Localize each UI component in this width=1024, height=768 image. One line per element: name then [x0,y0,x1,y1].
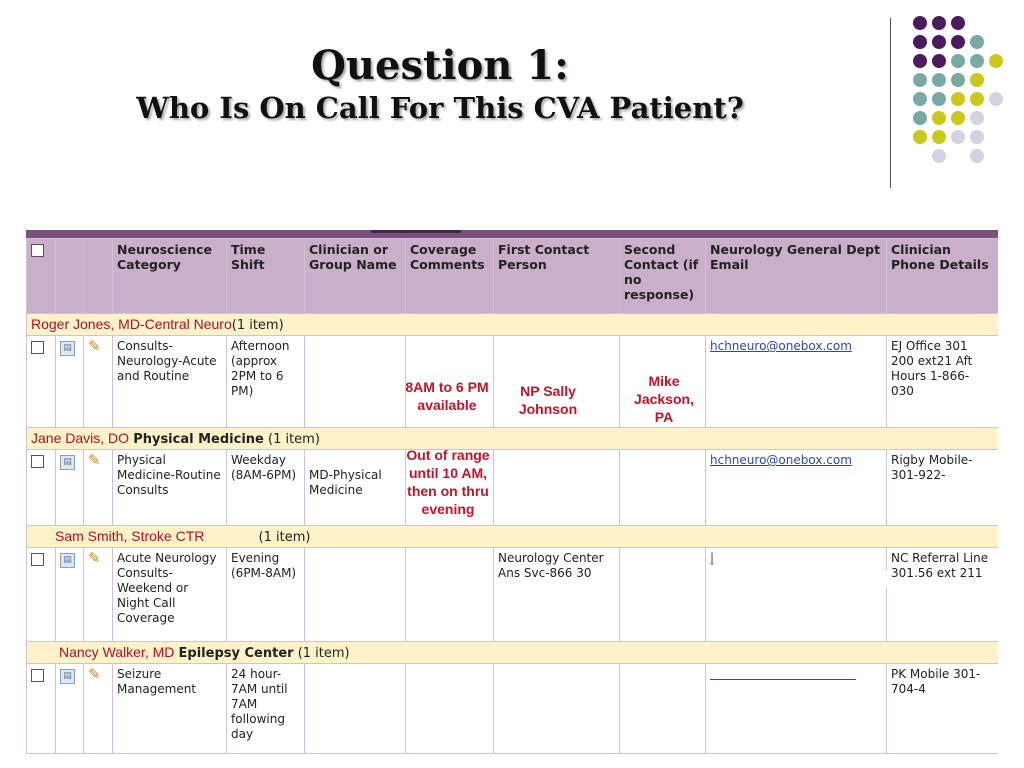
redaction-box [312,566,372,634]
row-edit[interactable] [84,664,113,754]
header-second-contact[interactable]: Second Contact (if no response) [620,239,706,314]
group-header-cell[interactable] [27,314,999,336]
header-email[interactable]: Neurology General Dept Email [706,239,887,314]
group-count: (1 item) [258,530,311,545]
group-header-cell[interactable] [27,526,999,548]
cell-category: Seizure Management [113,664,227,754]
title-line-2: Who Is On Call For This CVA Patient? [136,91,744,125]
cell-email[interactable] [706,664,887,754]
select-all-header[interactable] [27,239,56,314]
cell-email[interactable] [706,548,887,642]
redaction-box [312,685,382,749]
group-count: (1 item) [297,646,350,661]
group-name: Jane Davis, DO [31,430,130,446]
email-link[interactable]: hchneuro@onebox.com [710,339,852,353]
row-view[interactable] [56,336,84,428]
decorative-dot-grid [0,0,1024,200]
view-item-icon[interactable]: ▤ [60,341,75,356]
cell-coverage [406,548,494,642]
email-link-redacted[interactable] [710,679,856,680]
row-select[interactable] [27,336,56,428]
cell-second-contact [620,548,706,642]
edit-pencil-icon[interactable]: ✎ [88,665,101,683]
group-header-row[interactable] [27,314,999,336]
cell-first-contact [494,664,620,754]
cell-shift: Weekday (8AM-6PM) [227,450,305,526]
cell-email[interactable] [706,336,887,428]
header-coverage[interactable]: Coverage Comments [406,239,494,314]
cell-category: Acute Neurology Consults-Weekend or Night Call Coverage [113,548,227,642]
cell-phone: PK Mobile 301-704-4 [887,664,999,754]
redaction-box [308,349,386,415]
group-header-row[interactable] [27,526,999,548]
view-item-icon[interactable]: ▤ [60,553,75,568]
cell-phone: Rigby Mobile-301-922- [887,450,999,526]
cell-shift: Afternoon (approx 2PM to 6 PM) [227,336,305,428]
select-all-checkbox[interactable] [31,244,44,257]
table-row [27,548,999,642]
view-item-icon[interactable]: ▤ [60,669,75,684]
group-count: (1 item) [231,318,284,333]
header-clinician[interactable]: Clinician or Group Name [305,239,406,314]
cell-category: Physical Medicine-Routine Consults [113,450,227,526]
edit-pencil-icon[interactable]: ✎ [88,451,101,469]
cell-shift: 24 hour-7AM until 7AM following day [227,664,305,754]
row-select[interactable] [27,664,56,754]
row-view[interactable] [56,450,84,526]
table-row [27,664,999,754]
group-count: (1 item) [268,432,320,447]
row-checkbox[interactable] [31,669,44,682]
group-header-cell[interactable] [27,428,999,450]
redaction-box [716,570,888,588]
header-time-shift[interactable]: Time Shift [227,239,305,314]
annotation-first-contact-1: NP Sally Johnson [518,383,578,417]
email-link[interactable]: | [710,551,715,565]
group-category: Epilepsy Center [178,646,294,661]
header-category[interactable]: Neuroscience Category [113,239,227,314]
title-line-1: Question 1: [311,42,569,89]
edit-header [84,239,113,314]
row-checkbox[interactable] [31,553,44,566]
row-edit[interactable] [84,548,113,642]
cell-email[interactable] [706,450,887,526]
header-first-contact[interactable]: First Contact Person [494,239,620,314]
annotation-coverage-2: Out of range until 10 AM, then on thru evening [406,447,490,517]
row-view[interactable] [56,548,84,642]
annotation-second-contact-1: Mike Jackson, PA [634,373,694,425]
cell-first-contact [494,450,620,526]
edit-pencil-icon[interactable]: ✎ [88,337,101,355]
edit-pencil-icon[interactable]: ✎ [88,549,101,567]
cell-first-contact: Neurology Center Ans Svc-866 30 [494,548,620,642]
group-category: Physical Medicine [133,432,264,447]
row-edit[interactable] [84,450,113,526]
row-checkbox[interactable] [31,455,44,468]
table-row [27,450,999,526]
cell-clinician: MD-Physical Medicine [305,450,406,526]
row-checkbox[interactable] [31,341,44,354]
group-name: Sam Smith, Stroke CTR [55,528,205,544]
header-row [27,239,999,314]
row-view[interactable] [56,664,84,754]
row-select[interactable] [27,450,56,526]
group-header-cell[interactable] [27,642,999,664]
annotation-coverage-1: 8AM to 6 PM available [405,379,489,413]
cell-second-contact [620,664,706,754]
group-header-row[interactable] [27,642,999,664]
cell-phone: EJ Office 301 200 ext21 Aft Hours 1-866- 030 [887,336,999,428]
email-link[interactable]: hchneuro@onebox.com [710,453,852,467]
cell-shift: Evening (6PM-8AM) [227,548,305,642]
group-header-row[interactable] [27,428,999,450]
group-name: Roger Jones, MD-Central Neuro [31,316,232,332]
on-call-table [26,238,998,754]
row-select[interactable] [27,548,56,642]
view-item-icon[interactable]: ▤ [60,455,75,470]
header-phone[interactable]: Clinician Phone Details [887,239,999,314]
view-header [56,239,84,314]
on-call-list [26,230,998,768]
list-top-bar-accent [371,230,461,233]
cell-category: Consults-Neurology-Acute and Routine [113,336,227,428]
cell-phone: NC Referral Line 301.56 ext 211 [887,548,999,642]
group-name: Nancy Walker, MD [59,644,175,660]
cell-second-contact [620,450,706,526]
list-top-bar [26,230,998,238]
row-edit[interactable] [84,336,113,428]
cell-coverage [406,664,494,754]
